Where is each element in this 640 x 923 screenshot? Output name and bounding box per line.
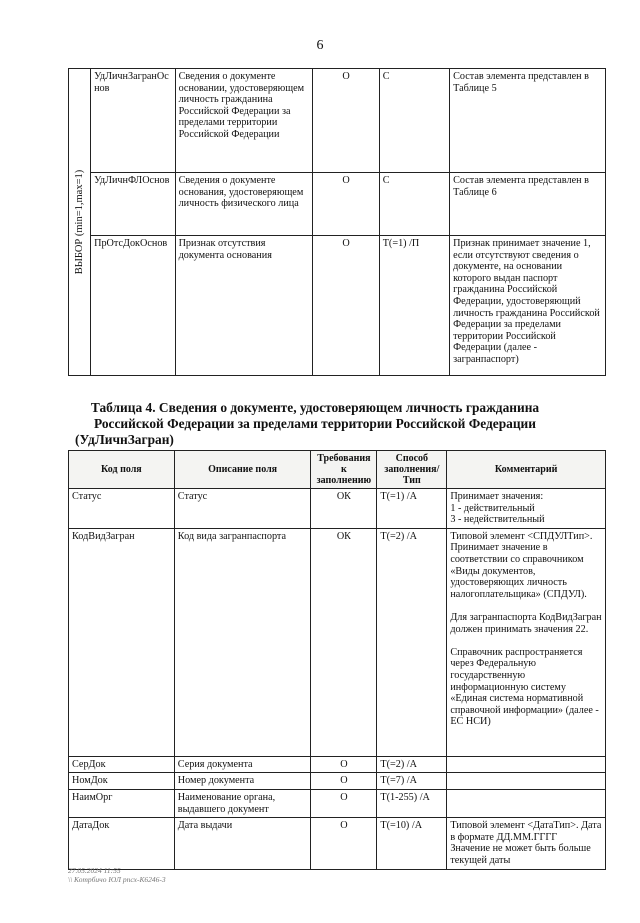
field-type: С (379, 69, 449, 173)
field-type: Т(=2) /А (377, 756, 447, 773)
field-type: Т(=2) /А (377, 528, 447, 756)
field-comment: Признак принимает значение 1, если отсутствуют сведения о документе, на основании которого выдан паспорт гражданина Российской Федерации, удостоверяющий личность гражданина Российской Федерации за пределами территории Российской Федерации (далее - загранпаспорт) (450, 236, 606, 376)
field-code: НаимОрг (69, 789, 175, 817)
field-requirement: О (313, 173, 379, 236)
field-type: С (379, 173, 449, 236)
field-requirement: О (313, 236, 379, 376)
header-comment: Комментарий (447, 451, 606, 489)
field-comment: Типовой элемент <СПДУЛТип>. Принимает значение в соответствии со справочником «Виды документов, удостоверяющих личность налогоплательщика» (СПДУЛ). Для загранпаспорта КодВидЗагран должен принимать значения 22. Справочник распространяется через Федеральную государственную информационную систему «Единая система нормативной справочной информации» (далее - ЕС НСИ) (447, 528, 606, 756)
field-requirement: О (313, 69, 379, 173)
table-4 (68, 450, 606, 870)
table-row (69, 236, 606, 376)
document-stamp: 27.05.2024 11:55 \\ Котрбичо ЮЛ рпсх-К6246-3 (68, 866, 166, 884)
choice-group-label: ВЫБОР (min=1,max=1) (69, 69, 91, 376)
field-requirement: ОК (311, 489, 377, 529)
table-4-title: Таблица 4. Сведения о документе, удостоверяющем личность гражданина Российской Федерации за пределами территории Российской Федерации (УдЛичнЗагран) (75, 400, 540, 447)
field-requirement: О (311, 818, 377, 870)
field-comment (447, 773, 606, 790)
field-comment (447, 789, 606, 817)
header-description: Описание поля (174, 451, 311, 489)
field-requirement: О (311, 773, 377, 790)
field-type: Т(=1) /А (377, 489, 447, 529)
field-type: Т(1-255) /А (377, 789, 447, 817)
table-row (69, 489, 606, 529)
field-comment: Состав элемента представлен в Таблице 6 (450, 173, 606, 236)
field-comment (447, 756, 606, 773)
field-code: УдЛичнЗагранОснов (91, 69, 175, 173)
table-row (69, 789, 606, 817)
field-description: Дата выдачи (174, 818, 311, 870)
field-description: Признак отсутствия документа основания (175, 236, 313, 376)
field-requirement: О (311, 789, 377, 817)
field-code: ДатаДок (69, 818, 175, 870)
field-type: Т(=10) /А (377, 818, 447, 870)
table-header-row (69, 451, 606, 489)
field-type: Т(=7) /А (377, 773, 447, 790)
table-row (69, 69, 606, 173)
field-comment: Принимает значения: 1 - действительный 3 - недействительный (447, 489, 606, 529)
field-requirement: ОК (311, 528, 377, 756)
field-description: Номер документа (174, 773, 311, 790)
field-description: Код вида загранпаспорта (174, 528, 311, 756)
table-row (69, 173, 606, 236)
field-description: Сведения о документе основании, удостоверяющем личность гражданина Российской Федерации за пределами территории Российской Федерации (175, 69, 313, 173)
field-code: Статус (69, 489, 175, 529)
field-code: КодВидЗагран (69, 528, 175, 756)
page-number: 6 (316, 38, 324, 53)
field-code: ПрОтсДокОснов (91, 236, 175, 376)
field-description: Сведения о документе основания, удостоверяющем личность физического лица (175, 173, 313, 236)
field-requirement: О (311, 756, 377, 773)
field-type: Т(=1) /П (379, 236, 449, 376)
field-comment: Состав элемента представлен в Таблице 5 (450, 69, 606, 173)
field-comment: Типовой элемент <ДатаТип>. Дата в формате ДД.ММ.ГГГГ Значение не может быть больше текущей даты (447, 818, 606, 870)
field-code: СерДок (69, 756, 175, 773)
field-description: Статус (174, 489, 311, 529)
field-description: Серия документа (174, 756, 311, 773)
table-3-continuation (68, 68, 606, 376)
field-description: Наименование органа, выдавшего документ (174, 789, 311, 817)
header-code: Код поля (69, 451, 175, 489)
header-type: Способ заполнения/ Тип (377, 451, 447, 489)
field-code: УдЛичнФЛОснов (91, 173, 175, 236)
table-row (69, 528, 606, 756)
header-requirement: Требования к заполнению (311, 451, 377, 489)
table-row (69, 773, 606, 790)
field-code: НомДок (69, 773, 175, 790)
table-row (69, 756, 606, 773)
table-row (69, 818, 606, 870)
